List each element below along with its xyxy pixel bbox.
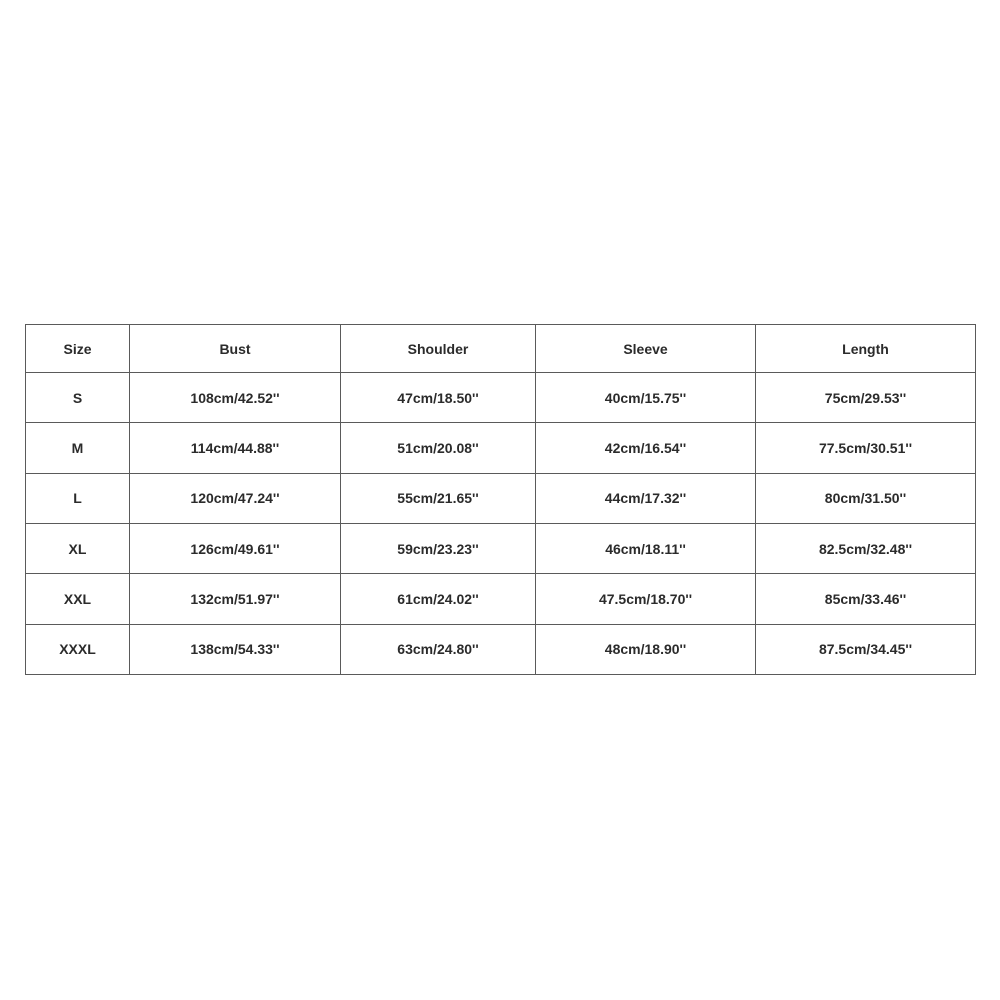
cell-length: 80cm/31.50'' (756, 473, 976, 523)
cell-sleeve: 47.5cm/18.70'' (536, 574, 756, 624)
cell-bust: 114cm/44.88'' (130, 423, 341, 473)
cell-sleeve: 46cm/18.11'' (536, 523, 756, 573)
header-bust: Bust (130, 325, 341, 373)
header-sleeve: Sleeve (536, 325, 756, 373)
cell-size: XXL (26, 574, 130, 624)
header-size: Size (26, 325, 130, 373)
table-row (26, 423, 976, 473)
cell-bust: 138cm/54.33'' (130, 624, 341, 674)
cell-shoulder: 51cm/20.08'' (341, 423, 536, 473)
cell-length: 82.5cm/32.48'' (756, 523, 976, 573)
cell-shoulder: 63cm/24.80'' (341, 624, 536, 674)
cell-bust: 120cm/47.24'' (130, 473, 341, 523)
table-row (26, 574, 976, 624)
cell-bust: 108cm/42.52'' (130, 373, 341, 423)
cell-length: 87.5cm/34.45'' (756, 624, 976, 674)
cell-length: 77.5cm/30.51'' (756, 423, 976, 473)
cell-size: M (26, 423, 130, 473)
table-row (26, 624, 976, 674)
cell-shoulder: 47cm/18.50'' (341, 373, 536, 423)
cell-size: XL (26, 523, 130, 573)
cell-shoulder: 59cm/23.23'' (341, 523, 536, 573)
cell-sleeve: 40cm/15.75'' (536, 373, 756, 423)
cell-shoulder: 55cm/21.65'' (341, 473, 536, 523)
cell-size: XXXL (26, 624, 130, 674)
cell-length: 85cm/33.46'' (756, 574, 976, 624)
cell-shoulder: 61cm/24.02'' (341, 574, 536, 624)
table-row (26, 373, 976, 423)
cell-bust: 126cm/49.61'' (130, 523, 341, 573)
cell-size: S (26, 373, 130, 423)
table-header-row (26, 325, 976, 373)
header-length: Length (756, 325, 976, 373)
cell-sleeve: 44cm/17.32'' (536, 473, 756, 523)
cell-length: 75cm/29.53'' (756, 373, 976, 423)
cell-sleeve: 48cm/18.90'' (536, 624, 756, 674)
size-chart-table (25, 324, 976, 675)
cell-size: L (26, 473, 130, 523)
table-row (26, 523, 976, 573)
cell-sleeve: 42cm/16.54'' (536, 423, 756, 473)
header-shoulder: Shoulder (341, 325, 536, 373)
table-row (26, 473, 976, 523)
cell-bust: 132cm/51.97'' (130, 574, 341, 624)
